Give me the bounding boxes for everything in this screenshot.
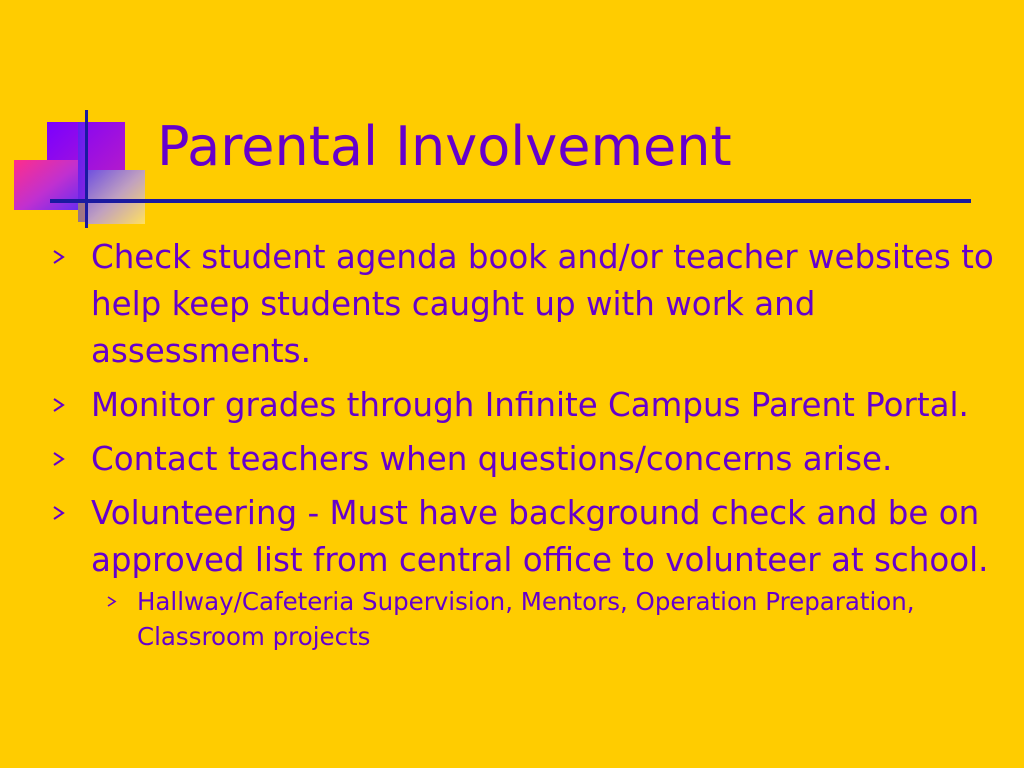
arrowhead-bullet-icon — [52, 451, 66, 467]
bullet-item — [0, 436, 1024, 483]
sub-bullet-text: Hallway/Cafeteria Supervision, Mentors, Operation Preparation, Classroom projects — [137, 587, 915, 651]
bullet-text: Contact teachers when questions/concerns arise. — [91, 440, 893, 478]
arrowhead-bullet-icon — [52, 397, 66, 413]
bullet-text: Volunteering - Must have background check and be on approved list from central office to volunteer at school. — [91, 494, 989, 579]
title-underline — [50, 199, 971, 203]
bullet-text: Monitor grades through Infinite Campus Parent Portal. — [91, 386, 969, 424]
sub-bullet-item — [0, 584, 1024, 654]
bullet-item — [0, 382, 1024, 429]
bullet-item — [0, 490, 1024, 584]
arrowhead-bullet-icon — [106, 595, 118, 608]
bullet-item — [0, 234, 1024, 375]
bullet-list — [0, 234, 1024, 654]
corner-squares-decoration — [0, 0, 160, 240]
arrowhead-bullet-icon — [52, 249, 66, 265]
arrowhead-bullet-icon — [52, 505, 66, 521]
slide-title: Parental Involvement — [157, 115, 732, 178]
bullet-text: Check student agenda book and/or teacher websites to help keep students caught up with work and assessments. — [91, 238, 994, 370]
